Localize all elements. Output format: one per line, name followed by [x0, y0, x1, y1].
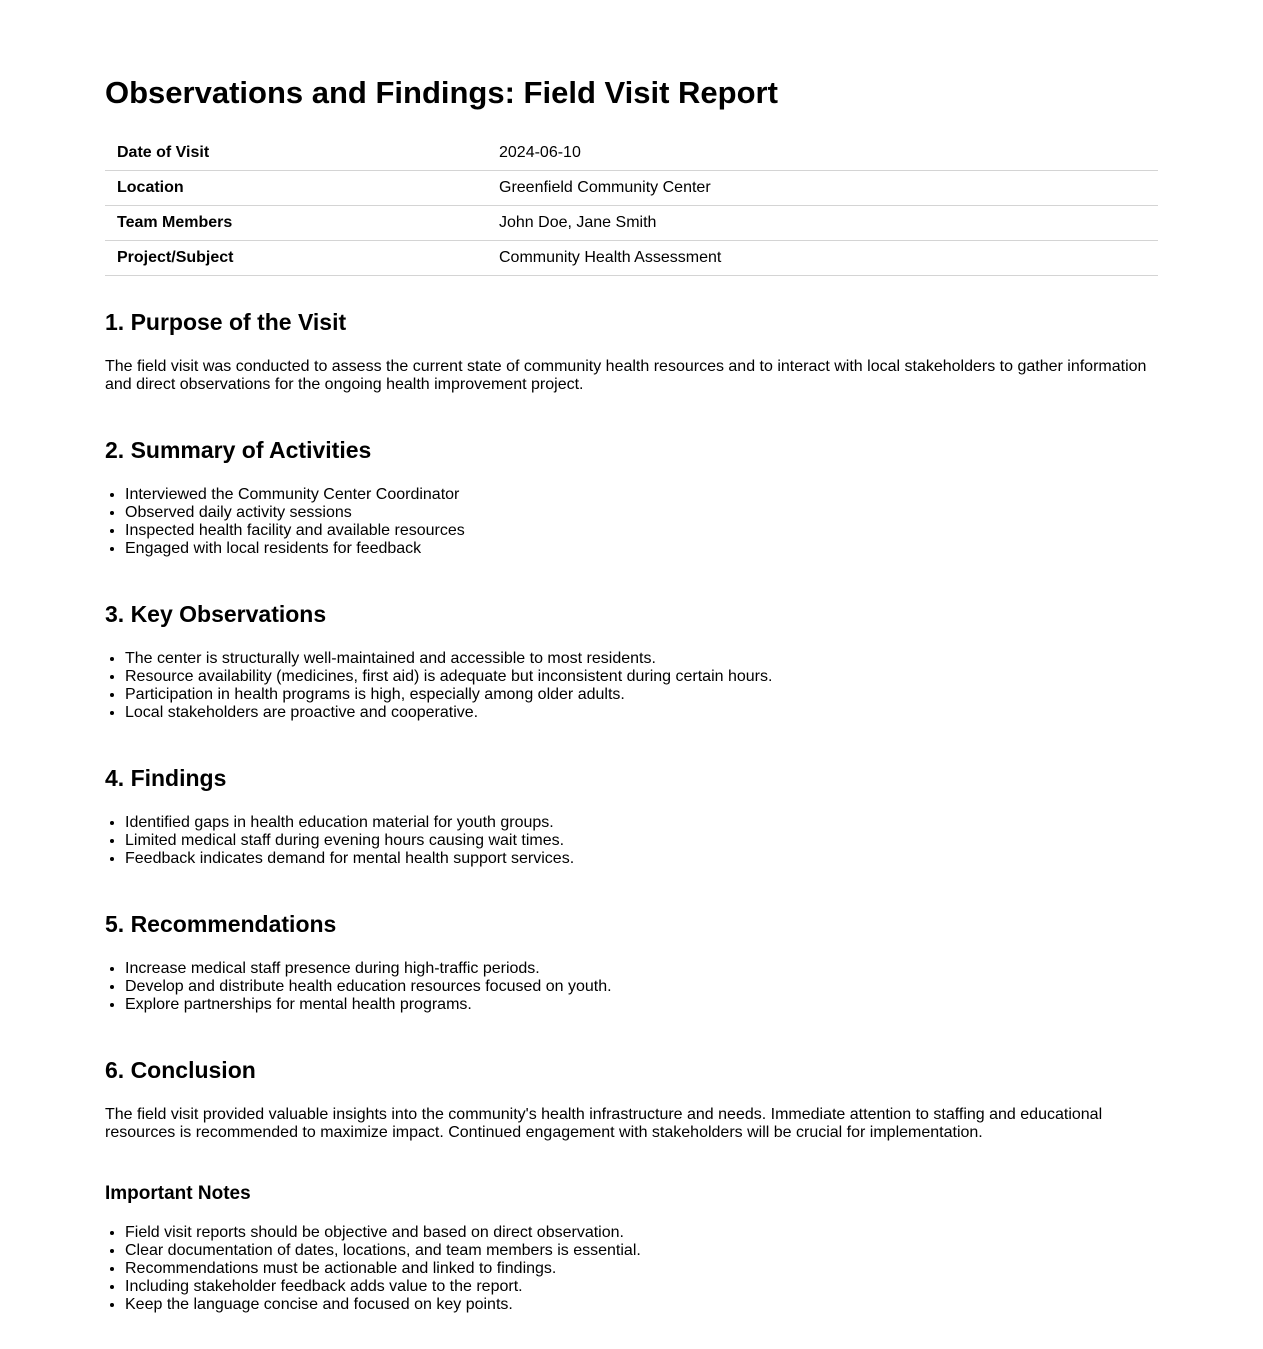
notes-section — [105, 1182, 1158, 1314]
table-row — [105, 241, 1158, 276]
list-item: • Field visit reports should be objective and based on direct observation. — [125, 1224, 1158, 1242]
list-item: • The center is structurally well-maintained and accessible to most residents. — [125, 650, 1158, 668]
table-row — [105, 136, 1158, 171]
observations-section — [105, 598, 1158, 722]
findings-section — [105, 762, 1158, 868]
date-of-visit-label: Date of Visit — [105, 136, 487, 171]
list-item: • Feedback indicates demand for mental health support services. — [125, 850, 1158, 868]
list-item: • Keep the language concise and focused on key points. — [125, 1296, 1158, 1314]
date-of-visit-value: 2024-06-10 — [487, 136, 1158, 171]
project-subject-label: Project/Subject — [105, 241, 487, 276]
team-members-value: John Doe, Jane Smith — [487, 206, 1158, 241]
report-page — [105, 0, 1158, 1314]
location-value: Greenfield Community Center — [487, 171, 1158, 206]
page-title: Observations and Findings: Field Visit Report — [105, 75, 778, 110]
team-members-label: Team Members — [105, 206, 487, 241]
list-item: • Participation in health programs is high, especially among older adults. — [125, 686, 1158, 704]
section-heading: 1. Purpose of the Visit — [105, 309, 347, 335]
list-item: • Increase medical staff presence during high-traffic periods. — [125, 960, 1158, 978]
observations-list — [105, 650, 1158, 722]
table-row — [105, 171, 1158, 206]
activities-list — [105, 486, 1158, 558]
findings-list — [105, 814, 1158, 868]
recommendations-section — [105, 908, 1158, 1014]
list-item: • Interviewed the Community Center Coordinator — [125, 486, 1158, 504]
list-item: • Engaged with local residents for feedback — [125, 540, 1158, 558]
list-item: • Resource availability (medicines, first aid) is adequate but inconsistent during certain hours. — [125, 668, 1158, 686]
section-heading: 3. Key Observations — [105, 601, 327, 627]
section-heading: 6. Conclusion — [105, 1057, 256, 1083]
section-heading: 2. Summary of Activities — [105, 437, 372, 463]
purpose-text: The field visit was conducted to assess the current state of community health resources and to interact with local stakeholders to gather information and direct observations for the ongoing health improvement project. — [105, 358, 1147, 393]
recommendations-list — [105, 960, 1158, 1014]
section-heading: 5. Recommendations — [105, 911, 337, 937]
list-item: • Limited medical staff during evening hours causing wait times. — [125, 832, 1158, 850]
notes-heading: Important Notes — [105, 1183, 251, 1204]
conclusion-section — [105, 1054, 1158, 1142]
purpose-section — [105, 306, 1158, 394]
list-item: • Inspected health facility and available resources — [125, 522, 1158, 540]
conclusion-text: The field visit provided valuable insights into the community's health infrastructure and needs. Immediate attention to staffing and educational resources is recommended to maximize impact. Continued engagement with stakeholders will be crucial for implementation. — [105, 1106, 1103, 1141]
list-item: • Identified gaps in health education material for youth groups. — [125, 814, 1158, 832]
list-item: • Explore partnerships for mental health programs. — [125, 996, 1158, 1014]
notes-list — [105, 1224, 1158, 1314]
project-subject-value: Community Health Assessment — [487, 241, 1158, 276]
location-label: Location — [105, 171, 487, 206]
section-heading: 4. Findings — [105, 765, 227, 791]
list-item: • Recommendations must be actionable and linked to findings. — [125, 1260, 1158, 1278]
list-item: • Develop and distribute health education resources focused on youth. — [125, 978, 1158, 996]
visit-details-table — [105, 136, 1158, 276]
activities-section — [105, 434, 1158, 558]
list-item: • Local stakeholders are proactive and cooperative. — [125, 704, 1158, 722]
list-item: • Clear documentation of dates, locations, and team members is essential. — [125, 1242, 1158, 1260]
list-item: • Including stakeholder feedback adds value to the report. — [125, 1278, 1158, 1296]
list-item: • Observed daily activity sessions — [125, 504, 1158, 522]
table-row — [105, 206, 1158, 241]
